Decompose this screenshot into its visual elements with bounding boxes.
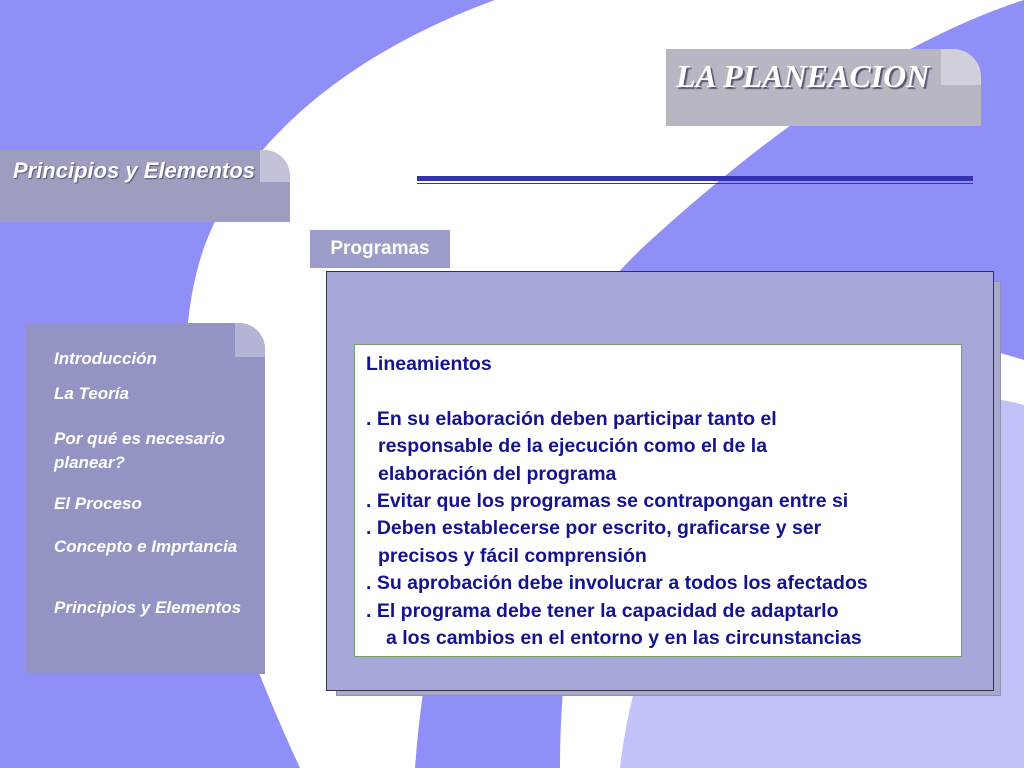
content-line: a los cambios en el entorno y en las circunstancias: [386, 627, 862, 650]
content-line: precisos y fácil comprensión: [378, 544, 647, 567]
content-line: . Evitar que los programas se contrapongan entre si: [366, 490, 849, 513]
slide-title: LA PLANEACION: [676, 58, 930, 94]
topic-tab-programas: Programas: [310, 230, 450, 268]
content-line: . Deben establecerse por escrito, graficarse y ser: [366, 517, 822, 540]
content-line: elaboración del programa: [378, 462, 617, 485]
content-spacer: [366, 378, 951, 405]
content-line: . En su elaboración deben participar tanto el: [366, 407, 777, 430]
nav-item-el-proceso[interactable]: El Proceso: [54, 494, 142, 513]
content-line: responsable de la ejecución como el de la: [378, 435, 768, 458]
nav-item-concepto-importancia[interactable]: Concepto e Imprtancia: [54, 537, 238, 556]
nav-item-introduccion[interactable]: Introducción: [54, 349, 157, 368]
content-line: . Su aprobación debe involucrar a todos los afectados: [366, 572, 868, 595]
content-heading: Lineamientos: [366, 353, 492, 375]
nav-item-principios-elementos[interactable]: Principios y Elementos: [54, 598, 242, 617]
content-line: . El programa debe tener la capacidad de adaptarlo: [366, 599, 839, 622]
nav-item-por-que-planear[interactable]: Por qué es necesario planear?: [54, 429, 226, 472]
content-text-box: [354, 344, 962, 657]
title-underline: [417, 176, 973, 181]
nav-item-la-teoria[interactable]: La Teoría: [54, 384, 129, 403]
title-underline-thin: [417, 183, 973, 184]
section-title: Principios y Elementos: [12, 158, 256, 183]
